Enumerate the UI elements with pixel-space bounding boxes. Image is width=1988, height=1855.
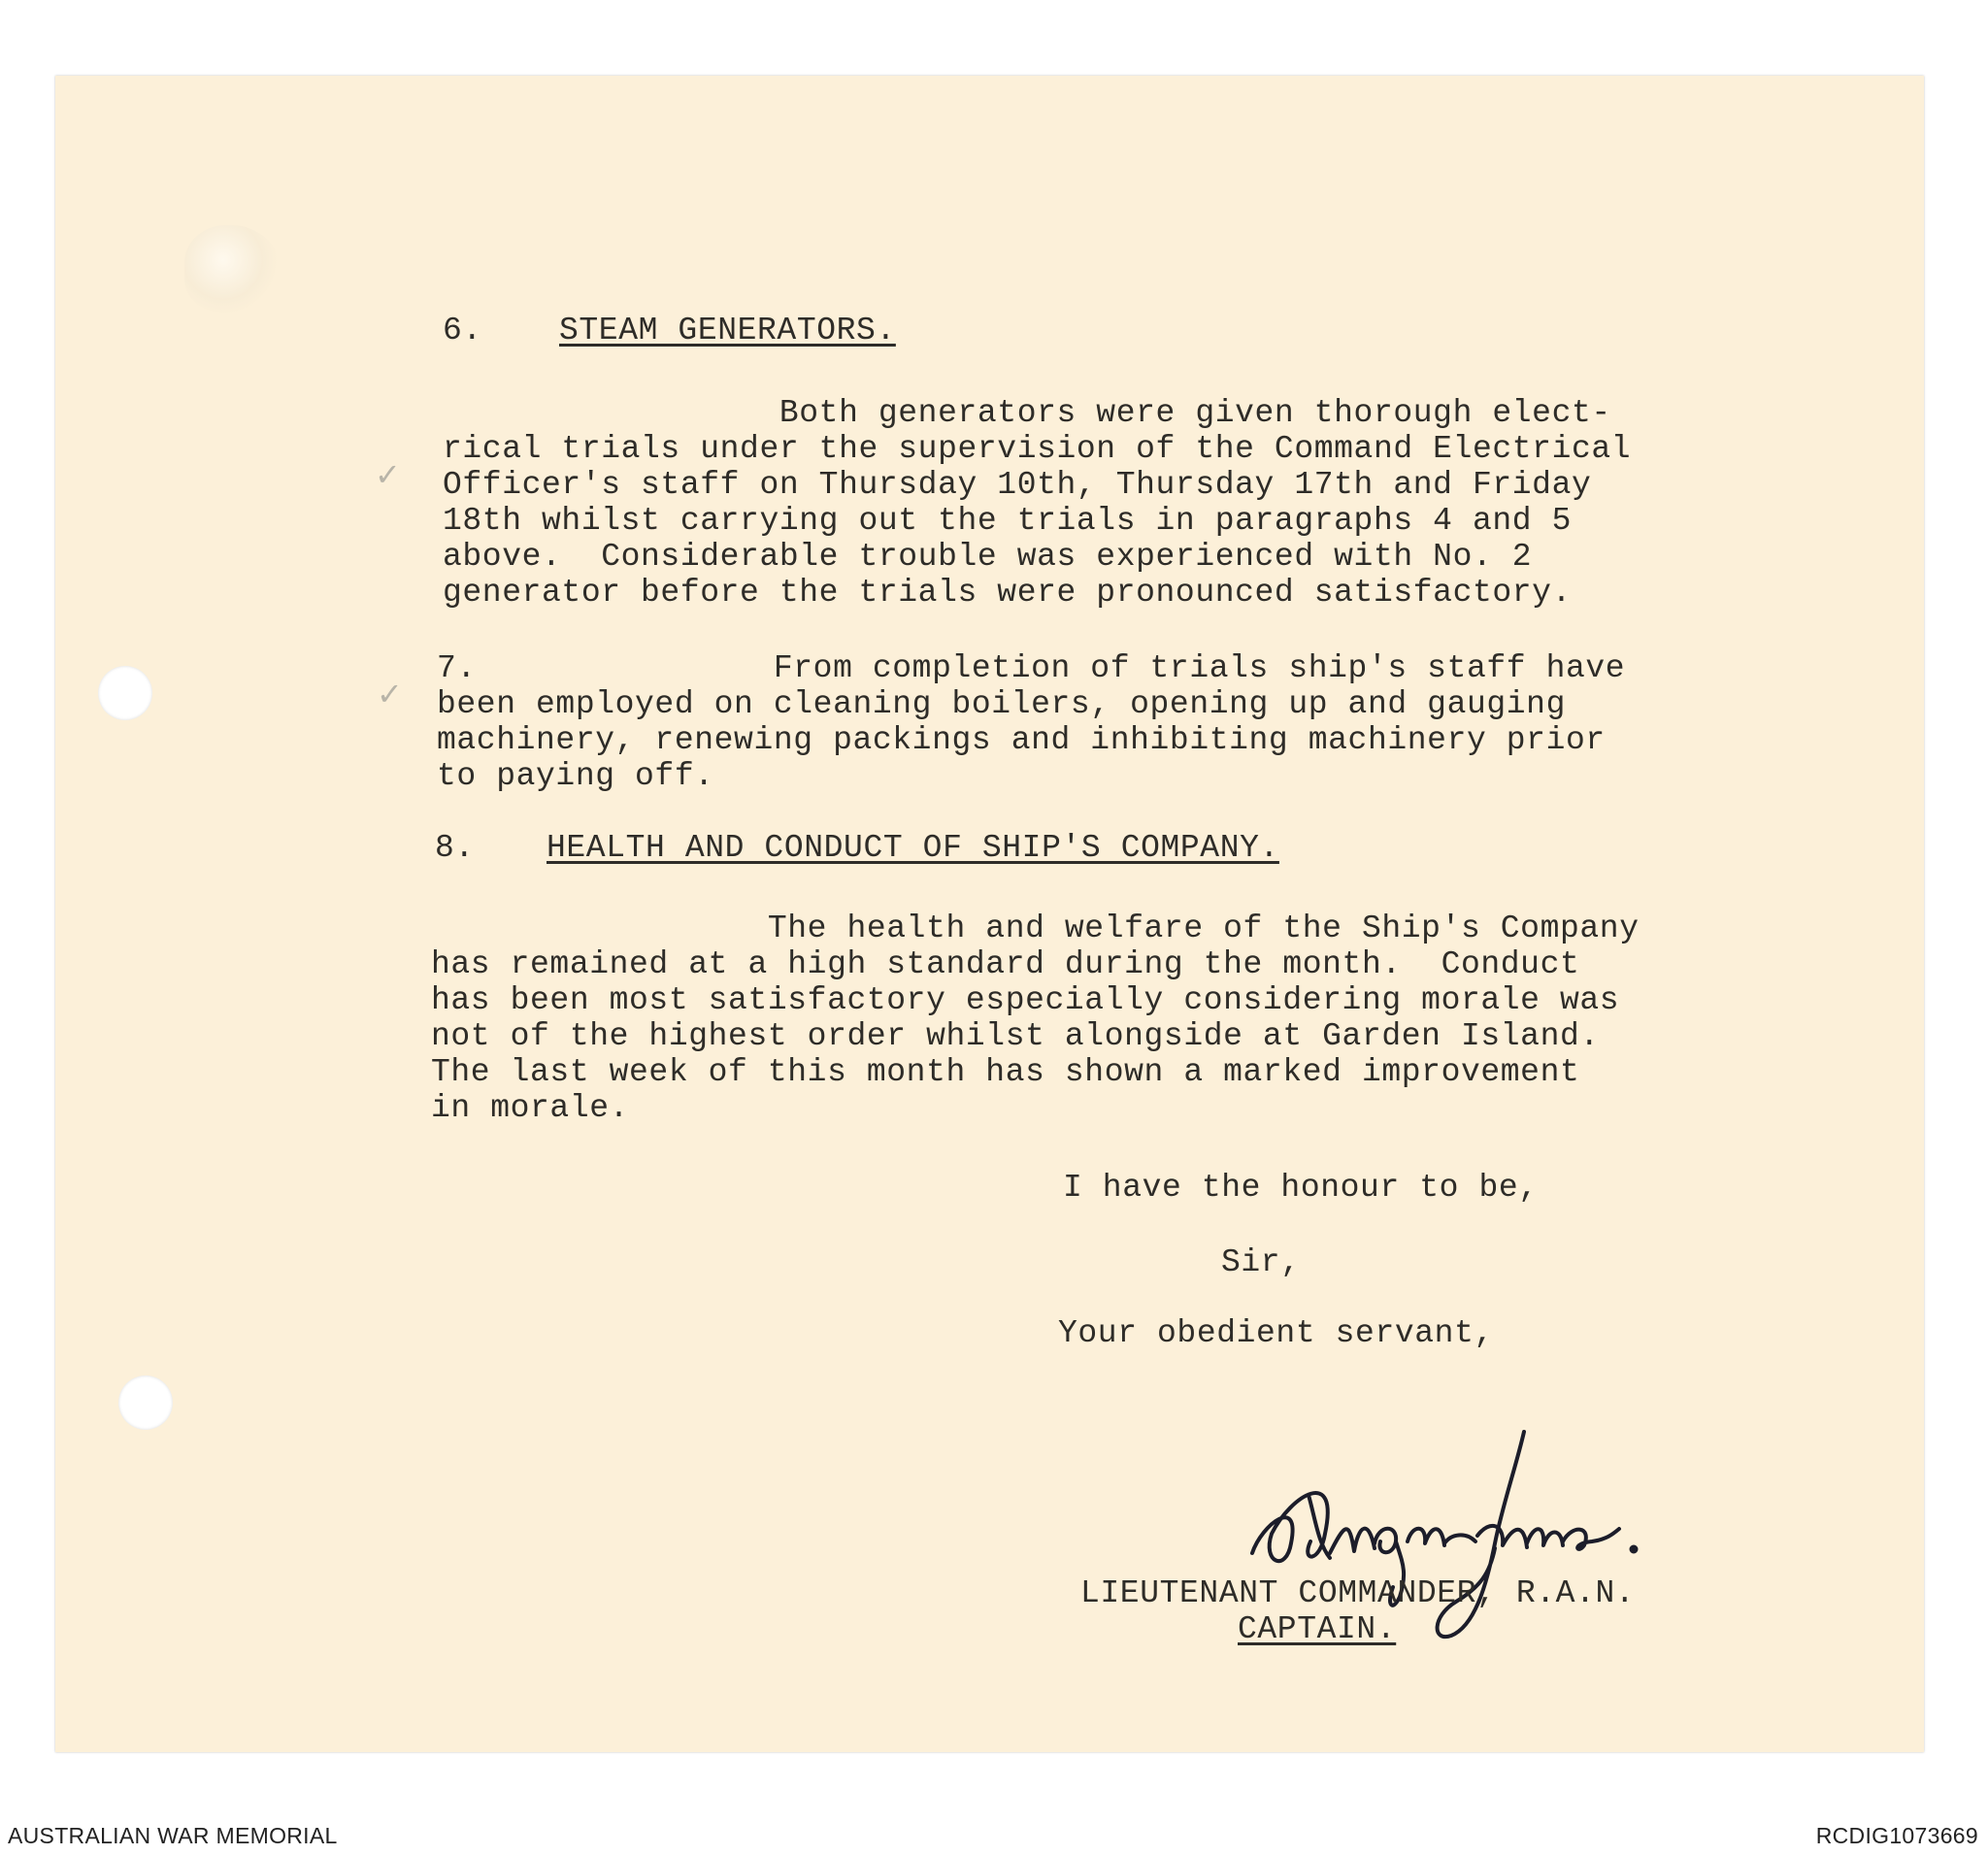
closing-line: I have the honour to be, xyxy=(1063,1170,1539,1206)
closing-salutation: Sir, xyxy=(1221,1244,1301,1280)
check-mark-icon: ✓ xyxy=(377,676,403,712)
signatory-title xyxy=(1238,1611,1396,1647)
captain-label: CAPTAIN. xyxy=(1238,1611,1397,1647)
closing-servant: Your obedient servant, xyxy=(1058,1315,1494,1351)
archive-credit: AUSTRALIAN WAR MEMORIAL xyxy=(8,1823,338,1848)
signatory-rank: LIEUTENANT COMMANDER, R.A.N. xyxy=(1080,1575,1636,1611)
paper-stain xyxy=(184,225,282,313)
punch-hole xyxy=(98,666,152,720)
section-number: 6. xyxy=(443,313,482,348)
section-7-body: 7. From completion of trials ship's staff have been employed on cleaning boilers, opening up and gauging machinery, renewing packings and inhibiting machinery prior to paying off. xyxy=(437,650,1626,794)
section-title: HEALTH AND CONDUCT OF SHIP'S COMPANY. xyxy=(547,830,1279,866)
section-title: STEAM GENERATORS. xyxy=(559,313,896,348)
section-8-body: The health and welfare of the Ship's Company has remained at a high standard during the month. Conduct has been most satisfactory especially considering morale was not of the highest order whilst alongside at Garden Island. The last week of this month has shown a marked improvement in morale. xyxy=(431,911,1640,1126)
punch-hole xyxy=(118,1375,173,1430)
section-6-body: Both generators were given thorough elect- rical trials under the supervision of the Command Electrical Officer's staff on Thursday 10th, Thursday 17th and Friday 18th whilst carrying out the trials in paragraphs 4 and 5 above. Considerable trouble was experienced with No. 2 generator before the trials were pronounced satisfactory. xyxy=(443,395,1632,611)
check-mark-icon: ✓ xyxy=(375,456,401,493)
record-id: RCDIG1073669 xyxy=(1815,1823,1978,1848)
section-number: 8. xyxy=(435,830,475,866)
